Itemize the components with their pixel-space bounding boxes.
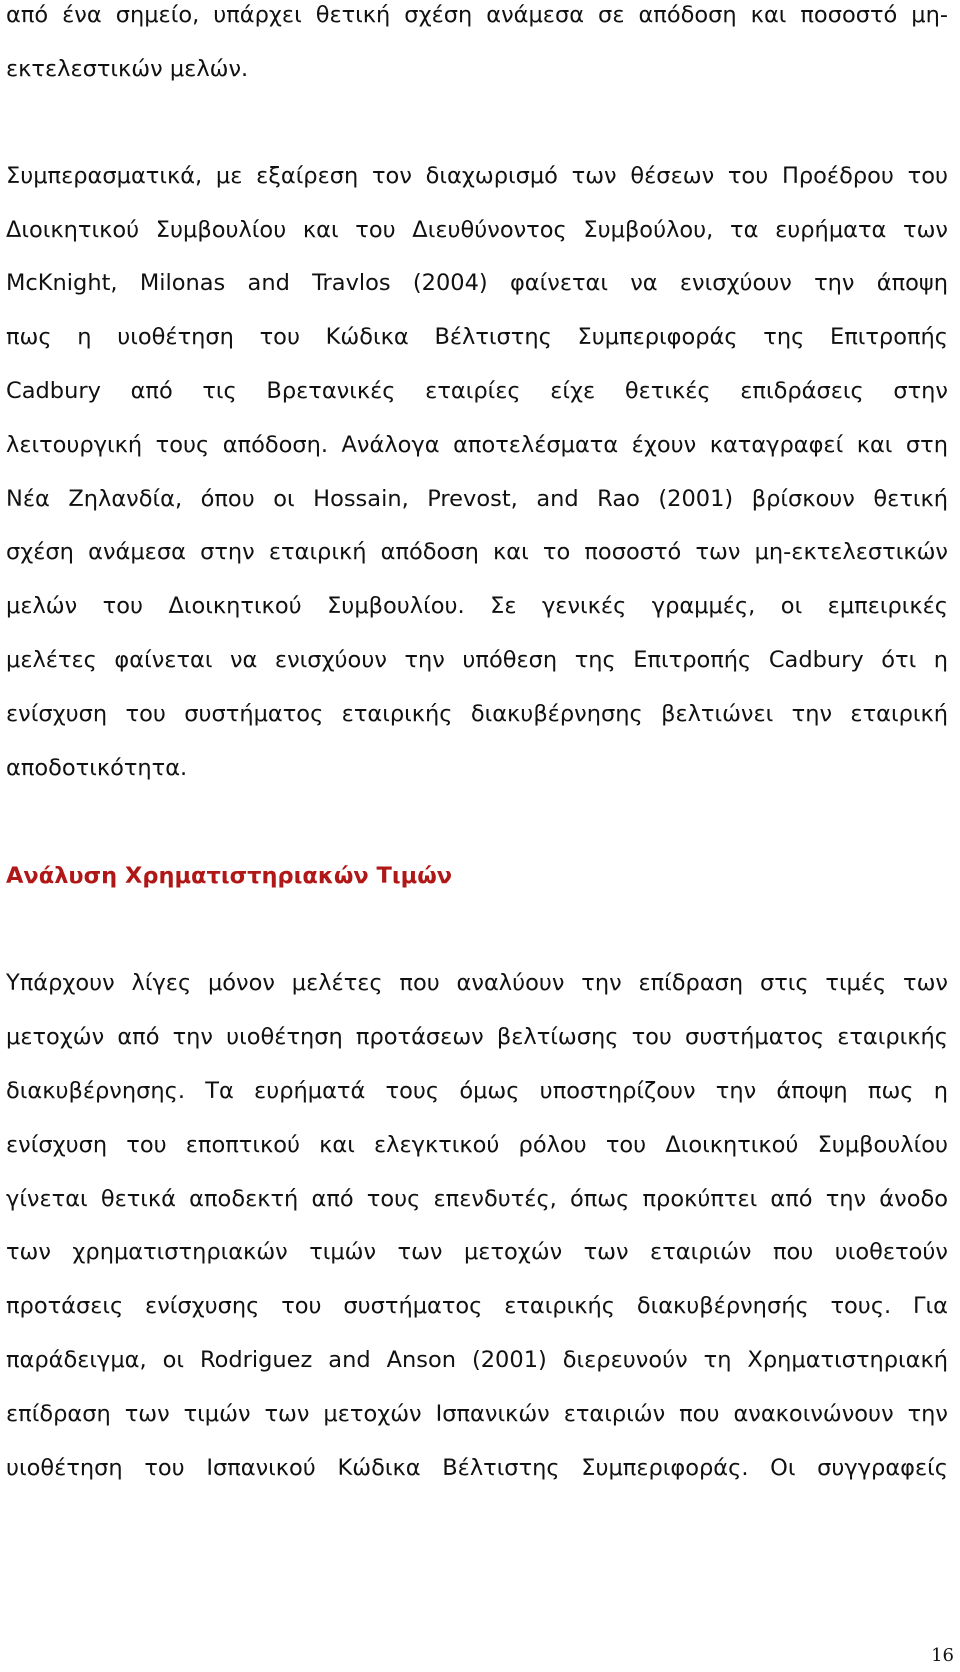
paragraph-line: Υπάρχουν λίγες μόνον μελέτες που αναλύουν την επίδραση στις τιμές των (6, 970, 948, 996)
paragraph-line: μελών του Διοικητικού Συμβουλίου. Σε γενικές γραμμές, οι εμπειρικές (6, 593, 948, 619)
paragraph-line: παράδειγμα, οι Rodriguez and Anson (2001) διερευνούν τη Χρηματιστηριακή (6, 1347, 948, 1373)
paragraph-line: McKnight, Milonas and Travlos (2004) φαίνεται να ενισχύουν την άποψη (6, 270, 948, 296)
paragraph-line: Νέα Ζηλανδία, όπου οι Hossain, Prevost, and Rao (2001) βρίσκουν θετική (6, 486, 948, 512)
paragraph-line: ενίσχυση του εποπτικού και ελεγκτικού ρόλου του Διοικητικού Συμβουλίου (6, 1132, 948, 1158)
paragraph-line: Διοικητικού Συμβουλίου και του Διευθύνοντος Συμβούλου, τα ευρήματα των (6, 217, 948, 243)
paragraph-line: αποδοτικότητα. (6, 755, 188, 781)
paragraph-line: Συμπερασματικά, με εξαίρεση τον διαχωρισμό των θέσεων του Προέδρου του (6, 163, 948, 189)
paragraph-line: προτάσεις ενίσχυσης του συστήματος εταιρικής διακυβέρνησής τους. Για (6, 1293, 948, 1319)
paragraph-line: μελέτες φαίνεται να ενισχύουν την υπόθεση της Επιτροπής Cadbury ότι η (6, 647, 948, 673)
paragraph-line: Cadbury από τις Βρετανικές εταιρίες είχε θετικές επιδράσεις στην (6, 378, 948, 404)
paragraph-line: λειτουργική τους απόδοση. Ανάλογα αποτελέσματα έχουν καταγραφεί και στη (6, 432, 948, 458)
paragraph-line: διακυβέρνησης. Τα ευρήματά τους όμως υποστηρίζουν την άποψη πως η (6, 1078, 948, 1104)
paragraph-line: σχέση ανάμεσα στην εταιρική απόδοση και το ποσοστό των μη-εκτελεστικών (6, 539, 948, 565)
page-number: 16 (931, 1645, 954, 1666)
paragraph-line: των χρηματιστηριακών τιμών των μετοχών των εταιριών που υιοθετούν (6, 1239, 948, 1265)
paragraph-line: πως η υιοθέτηση του Κώδικα Βέλτιστης Συμπεριφοράς της Επιτροπής (6, 324, 948, 350)
paragraph-line: μετοχών από την υιοθέτηση προτάσεων βελτίωσης του συστήματος εταιρικής (6, 1024, 948, 1050)
section-heading: Ανάλυση Χρηματιστηριακών Τιμών (6, 863, 453, 889)
paragraph-line: εκτελεστικών μελών. (6, 56, 249, 82)
paragraph-line: ενίσχυση του συστήματος εταιρικής διακυβέρνησης βελτιώνει την εταιρική (6, 701, 948, 727)
paragraph-line: γίνεται θετικά αποδεκτή από τους επενδυτές, όπως προκύπτει από την άνοδο (6, 1186, 948, 1212)
paragraph-line: επίδραση των τιμών των μετοχών Ισπανικών εταιριών που ανακοινώνουν την (6, 1401, 948, 1427)
paragraph-line: υιοθέτηση του Ισπανικού Κώδικα Βέλτιστης Συμπεριφοράς. Οι συγγραφείς (6, 1455, 948, 1481)
paragraph-line: από ένα σημείο, υπάρχει θετική σχέση ανάμεσα σε απόδοση και ποσοστό μη- (6, 2, 948, 28)
